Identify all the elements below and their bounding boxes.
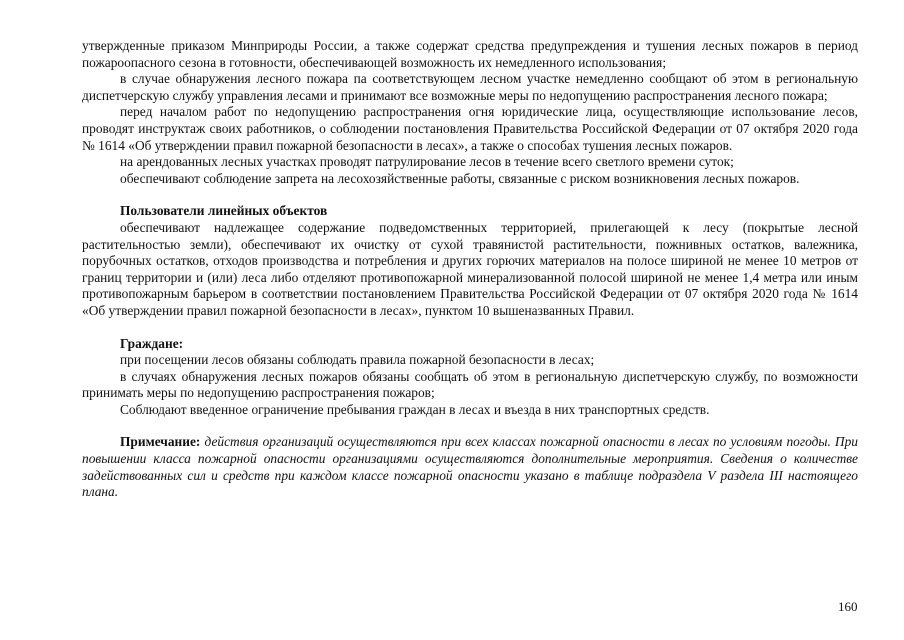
note-label: Примечание: xyxy=(120,434,201,450)
note-paragraph xyxy=(82,434,858,500)
paragraph-citizens-rules: при посещении лесов обязаны соблюдать правила пожарной безопасности в лесах; xyxy=(120,352,595,368)
paragraph-citizens-report: в случаях обнаружения лесных пожаров обязаны сообщать об этом в региональную диспетчерскую службу, по возможности принимать меры по недопущению распространения пожаров; xyxy=(82,368,858,401)
paragraph-linear-objects: обеспечивают надлежащее содержание подведомственных территорией, прилегающей к лесу (покрытые лесной растительностью земли), обеспечивают их очистку от сухой травянистой растительности, пожнивных остатков, валежника, порубочных остатков, отходов производства и потребления и других горючих материалов на полосе шириной не менее 10 метров от границ территории и (или) леса либо отделяют противопожарной минерализованной полосой шириной не менее 1,4 метра или иным противопожарным барьером в соответствии постановлением Правительства Российской Федерации от 07 октября 2020 года № 1614 «Об утверждении правил пожарной безопасности в лесах», пунктом 10 вышеназванных Правил. xyxy=(82,219,858,318)
paragraph-patrol: на арендованных лесных участках проводят патрулирование лесов в течение всего светлого времени суток; xyxy=(120,154,734,170)
paragraph-ban: обеспечивают соблюдение запрета на лесохозяйственные работы, связанные с риском возникновения лесных пожаров. xyxy=(120,170,800,186)
heading-citizens: Граждане: xyxy=(120,335,184,351)
page-number: 160 xyxy=(838,599,858,614)
paragraph-equipment: утвержденные приказом Минприроды России, а также содержат средства предупреждения и тушения лесных пожаров в период пожароопасного сезона в готовности, обеспечивающей возможность их немедленного использования; xyxy=(82,38,858,70)
heading-linear-objects: Пользователи линейных объектов xyxy=(120,203,328,219)
paragraph-instruction: перед началом работ по недопущению распространения огня юридические лица, осуществляющие использование лесов, проводят инструктаж своих работников, о соблюдении постановления Правительства Российской Федерации от 07 октября 2020 года № 1614 «Об утверждении правил пожарной безопасности в лесах», а также о способах тушения лесных пожаров. xyxy=(82,104,858,153)
paragraph-fire-report: в случае обнаружения лесного пожара па соответствующем лесном участке немедленно сообщают об этом в региональную диспетчерскую службу управления лесами и принимают все возможные меры по недопущению распространения лесного пожара; xyxy=(82,71,858,103)
note-text: действия организаций осуществляются при всех классах пожарной опасности в лесах по условиям погоды. При повышении класса пожарной опасности организациями осуществляются дополнительные мероприятия. Сведения о количестве задействованных сил и средств при каждом классе пожарной опасности указано в таблице подраздела V раздела III настоящего плана. xyxy=(82,434,858,500)
document-page xyxy=(82,38,858,501)
paragraph-citizens-restriction: Соблюдают введенное ограничение пребывания граждан в лесах и въезда в них транспортных средств. xyxy=(120,401,710,417)
